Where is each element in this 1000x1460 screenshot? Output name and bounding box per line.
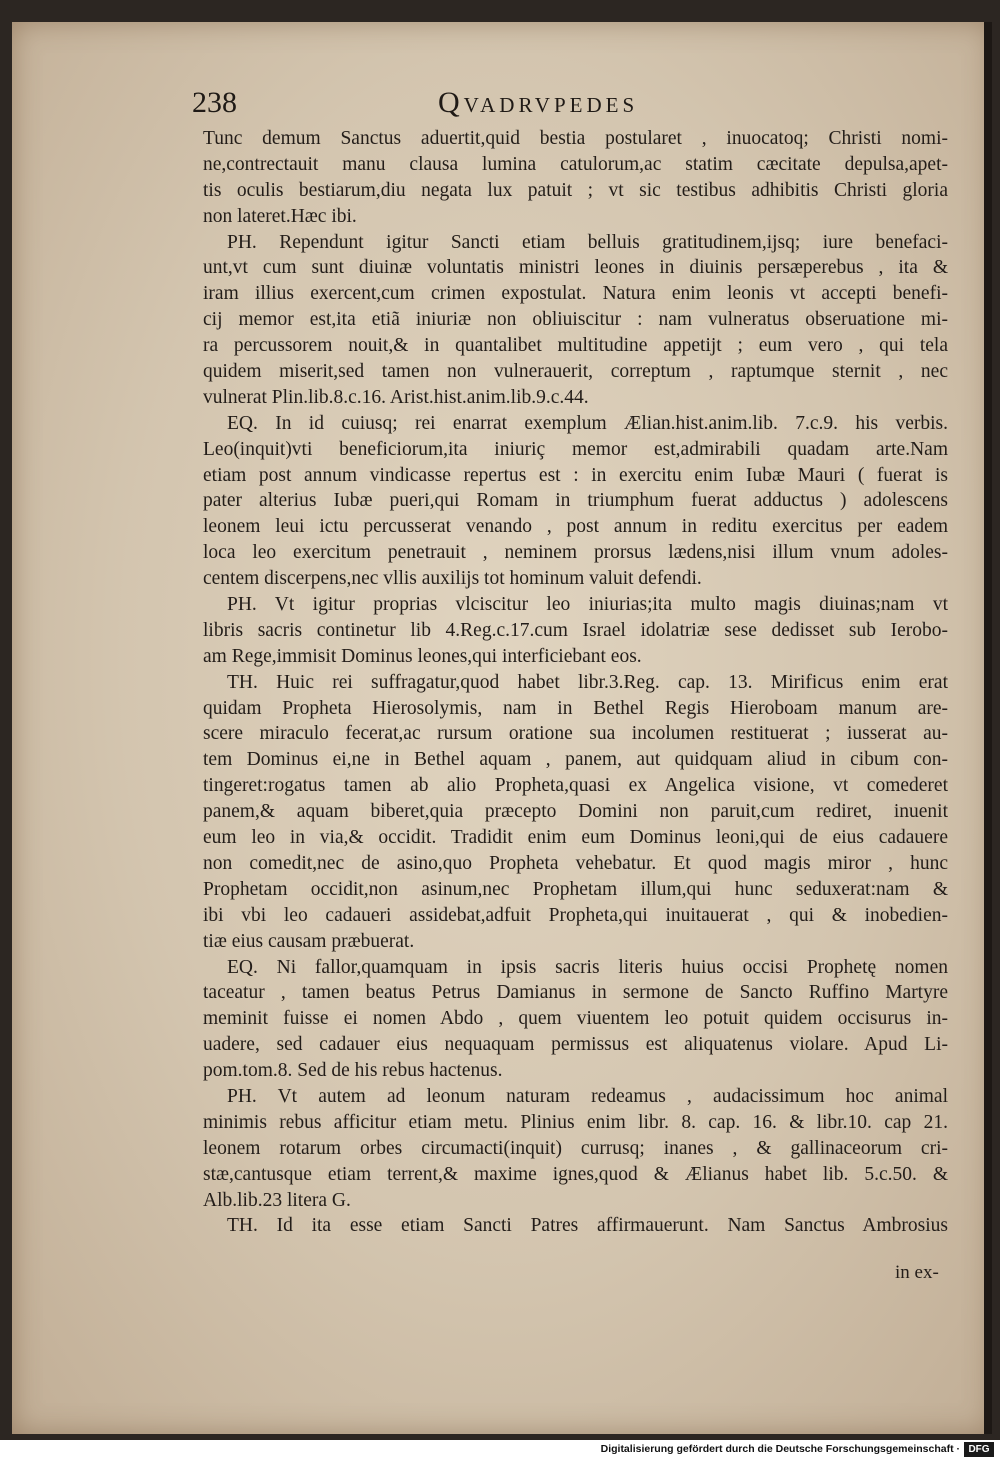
text-line: Tunc demum Sanctus aduertit,quid bestia postularet , inuocatoq; Christi nomi- xyxy=(203,128,948,149)
page-edge-shadow xyxy=(984,22,992,1434)
speaker-line: EQ. In id cuiusq; rei enarrat exemplum Ælian.hist.anim.lib. 7.c.9. his verbis. xyxy=(227,412,948,434)
dfg-logo-icon[interactable]: DFG xyxy=(964,1442,994,1457)
text-line: pom.tom.8. Sed de his rebus hactenus. xyxy=(203,1060,503,1082)
text-line: tiæ eius causam præbuerat. xyxy=(203,930,415,952)
text-line: leonem rotarum orbes circumacti(inquit) currusq; inanes , & gallinaceorum cri- xyxy=(203,1137,948,1159)
dfg-credit: Digitalisierung gefördert durch die Deutsche Forschungsgemeinschaft · xyxy=(600,1443,960,1455)
text-line: non lateret.Hæc ibi. xyxy=(203,205,357,227)
speaker-line: TH. Id ita esse etiam Sancti Patres affirmauerunt. Nam Sanctus Ambrosius xyxy=(227,1215,948,1237)
text-line: ibi vbi leo cadaueri assidebat,adfuit Propheta,qui inuitauerat , qui & inobedien- xyxy=(203,904,948,926)
text-line: centem discerpens,nec vllis auxilijs tot hominum valuit defendi. xyxy=(203,568,702,590)
page-number: 238 xyxy=(192,86,237,119)
text-line: cij memor est,ita etiã iniuriæ non obliuiscitur : nam vulneratus obseruatione mi- xyxy=(203,309,948,331)
text-line: libris sacris continetur lib 4.Reg.c.17.cum Israel idolatriæ sese dedisset sub Ierobo- xyxy=(203,619,948,641)
text-line: scere miraculo fecerat,ac rursum oratione sua incolumen restituerat ; iusserat au- xyxy=(203,723,948,745)
text-line: Prophetam occidit,non asinum,nec Prophetam illum,qui hunc seduxerat:nam & xyxy=(203,878,948,900)
text-line: stæ,cantusque etiam terrent,& maxime ignes,quod & Ælianus habet lib. 5.c.50. & xyxy=(203,1163,948,1185)
text-line: ne,contrectauit manu clausa lumina catulorum,ac statim cæcitate depulsa,apet- xyxy=(203,153,948,175)
speaker-line: TH. Huic rei suffragatur,quod habet libr.3.Reg. cap. 13. Mirificus enim erat xyxy=(227,671,948,693)
text-line: tis oculis bestiarum,diu negata lux patuit ; vt sic testibus adhibitis Christi gloria xyxy=(203,179,948,201)
text-line: unt,vt cum sunt diuinæ voluntatis ministri leones in diuinis persæperebus , ita & xyxy=(203,257,948,279)
text-line: iram illius exercent,cum crimen expostulat. Natura enim leonis vt accepti benefi- xyxy=(203,283,948,305)
text-line: ra percussorem nouit,& in quantalibet multitudine appetijt ; eum vero , qui tela xyxy=(203,335,948,357)
text-line: uadere, sed cadauer eius nequaquam permissus est aliquatenus violare. Apud Li- xyxy=(203,1034,948,1056)
page-header xyxy=(192,80,752,120)
text-line: vulnerat Plin.lib.8.c.16. Arist.hist.anim.lib.9.c.44. xyxy=(203,386,589,408)
text-line: leonem leui ictu percusserat venando , post annum in reditu exercitus per eadem xyxy=(203,516,948,538)
text-line: tem Dominus ei,ne in Bethel aquam , panem, aut quidquam aliud in cibum con- xyxy=(203,749,948,771)
running-head: Qvadrvpedes xyxy=(438,86,639,119)
text-line: loca leo exercitum penetrauit , neminem prorsus lædens,nisi illum vnum adoles- xyxy=(203,542,948,564)
text-line: eum leo in via,& occidit. Tradidit enim eum Dominus leoni,qui de eius cadauere xyxy=(203,827,948,849)
text-line: panem,& aquam biberet,quia præcepto Domini non paruit,cum rediret, inuenit xyxy=(203,801,948,823)
text-line: Leo(inquit)vti beneficiorum,ita iniuriç memor est,admirabili quadam arte.Nam xyxy=(203,438,948,460)
main-text xyxy=(203,126,948,1239)
text-line: quidam Propheta Hierosolymis, nam in Bethel Regis Hieroboam manum are- xyxy=(203,697,948,719)
text-line: minimis rebus afficitur etiam metu. Plinius enim libr. 8. cap. 16. & libr.10. cap 21. xyxy=(203,1111,948,1133)
text-line: tingeret:rogatus tamen ab alio Propheta,quasi ex Angelica visione, vt comederet xyxy=(203,775,948,797)
text-line: non comedit,nec de asino,quo Propheta vehebatur. Et quod magis miror , hunc xyxy=(203,852,948,874)
digitization-footer xyxy=(0,1441,1000,1460)
text-line: am Rege,immisit Dominus leones,qui interficiebant eos. xyxy=(203,645,642,667)
text-line: etiam post annum vindicasse repertus est : in exercitu enim Iubæ Mauri ( fuerat is xyxy=(203,464,948,486)
text-line: pater alterius Iubæ pueri,qui Romam in triumphum fuerat adductus ) adolescens xyxy=(203,490,948,512)
speaker-line: PH. Vt autem ad leonum naturam redeamus , audacissimum hoc animal xyxy=(227,1085,948,1107)
catchword: in ex- xyxy=(895,1262,939,1283)
text-line: quidem miserit,sed tamen non vulnerauerit, correptum , raptumque sternit , nec xyxy=(203,361,948,383)
speaker-line: PH. Rependunt igitur Sancti etiam belluis gratitudinem,ijsq; iure benefaci- xyxy=(227,231,948,253)
text-line: taceatur , tamen beatus Petrus Damianus in sermone de Sancto Ruffino Martyre xyxy=(203,982,948,1004)
text-line: meminit fuisse ei nomen Abdo , quem viuentem leo potuit quidem occisurus in- xyxy=(203,1008,948,1030)
text-line: Alb.lib.23 litera G. xyxy=(203,1189,351,1211)
speaker-line: PH. Vt igitur proprias vlciscitur leo iniurias;ita multo magis diuinas;nam vt xyxy=(227,594,948,616)
speaker-line: EQ. Ni fallor,quamquam in ipsis sacris literis huius occisi Prophetę nomen xyxy=(227,956,948,978)
